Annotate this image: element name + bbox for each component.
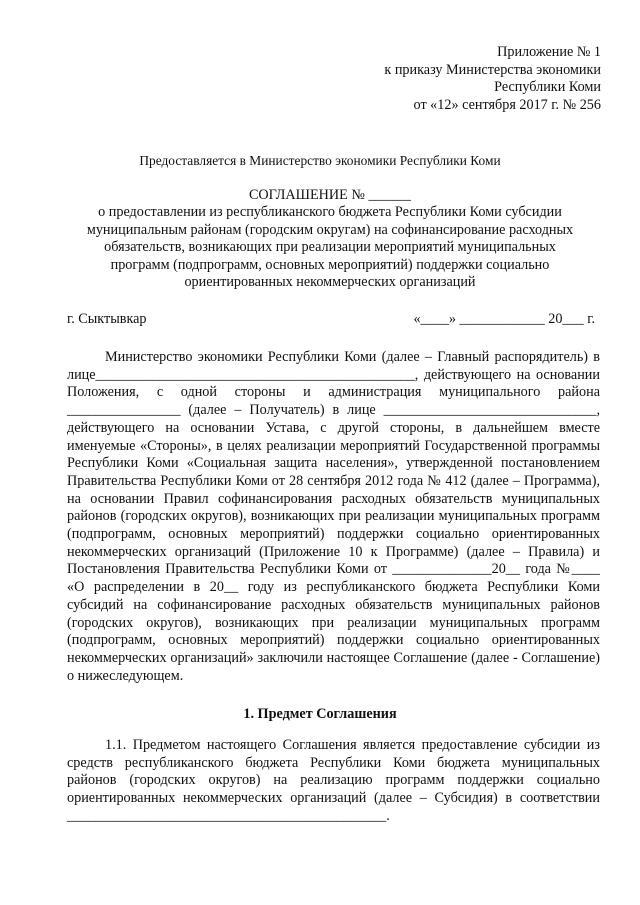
appendix-order-ref: к приказу Министерства экономики (384, 61, 601, 78)
city: г. Сыктывкар (67, 311, 147, 327)
section-1-title: 1. Предмет Соглашения (243, 706, 397, 722)
agreement-subtitle-line: ориентированных некоммерческих организаций (184, 274, 476, 291)
preamble-block (67, 349, 600, 685)
agreement-subtitle-line: обязательств, возникающих при реализации мероприятий муниципальных (104, 239, 556, 256)
appendix-number: Приложение № 1 (497, 44, 601, 60)
submission-note: Предоставляется в Министерство экономики Республики Коми (139, 153, 501, 168)
clause-1-1: 1.1. Предметом настоящего Соглашения является предоставление субсидии из средств республиканского бюджета Республики Коми бюджета муниципальных районов (городских округов) на реализацию программ поддержки социально ориентированных некоммерческих организаций (далее – Субсидия) в соответствии _____________________________________________. (67, 737, 600, 824)
preamble-paragraph: Министерство экономики Республики Коми (далее – Главный распорядитель) в лице_____________________________________________, действующего на основании Положения, с одной стороны и администрация муниципального района ________________ (далее – Получатель) в лице ______________________________, действующего на основании Устава, с другой стороны, в дальнейшем вместе именуемые «Стороны», в целях реализации мероприятий Государственной программы Республики Коми «Социальная защита населения», утвержденной постановлением Правительства Республики Коми от 28 сентября 2012 года № 412 (далее – Программа), на основании Правил софинансирования расходных обязательств муниципальных районов (городских округов), возникающих при реализации муниципальных программ (подпрограмм, основных мероприятий) поддержки социально ориентированных некоммерческих организаций (Приложение 10 к Программе) (далее – Правила) и Постановления Правительства Республики Коми от ______________20__ года №____ «О распределении в 20__ году из республиканского бюджета Республики Коми субсидий на софинансирование расходных обязательств муниципальных районов (городских округов), возникающих при реализации муниципальных программ (подпрограмм, основных мероприятий) поддержки социально ориентированных некоммерческих организаций» заключили настоящее Соглашение (далее - Соглашение) о нижеследующем. (67, 349, 600, 684)
appendix-header (384, 44, 601, 114)
place-date-row (67, 311, 595, 329)
agreement-date-field: «____» ____________ 20___ г. (413, 311, 595, 327)
appendix-date: от «12» сентября 2017 г. № 256 (413, 96, 601, 113)
agreement-subtitle-line: муниципальным районам (городским округам) на софинансирование расходных (86, 221, 574, 238)
section-1-body (67, 737, 600, 826)
agreement-heading: СОГЛАШЕНИЕ № ______ (248, 187, 412, 203)
agreement-subtitle-line: о предоставлении из республиканского бюджета Республики Коми субсидии (98, 204, 562, 221)
appendix-republic: Республики Коми (494, 79, 601, 96)
agreement-subtitle-line: программ (подпрограмм, основных мероприятий) поддержки социально (110, 256, 550, 273)
agreement-title-block (60, 187, 600, 291)
